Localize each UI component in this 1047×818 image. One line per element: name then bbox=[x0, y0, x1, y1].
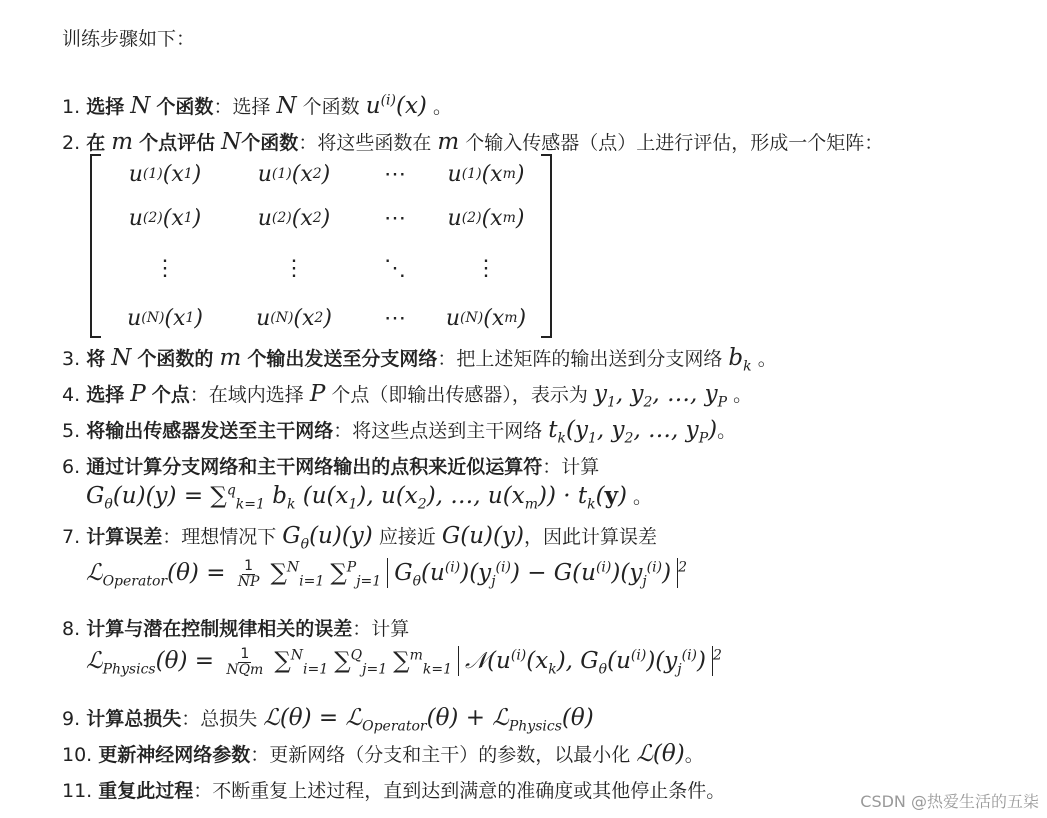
step-1: 1. 选择 N 个函数：选择 N 个函数 $u^{(i)}(x)$ 。 bbox=[62, 92, 452, 119]
watermark: CSDN @热爱生活的五柒 bbox=[860, 792, 1039, 811]
step-3: 3. 将 N 个函数的 m 个输出发送至分支网络：把上述矩阵的输出送到分支网络 $b_k$ 。 bbox=[62, 345, 777, 375]
step-6: 6. 通过计算分支网络和主干网络输出的点积来近似运算符：计算 bbox=[62, 456, 600, 478]
step-11: 11. 重复此过程：不断重复上述过程，直到达到满意的准确度或其他停止条件。 bbox=[62, 780, 726, 802]
step-5: 5. 将输出传感器发送至主干网络：将这些点送到主干网络 $t_k(y_1$, $y_2$, …, $y_P$)。 bbox=[62, 417, 737, 447]
step-2: 2. 在 m 个点评估 N个函数：将这些函数在 m 个输入传感器（点）上进行评估，形成一个矩阵： bbox=[62, 129, 884, 155]
step-7-formula: ℒ$_{Operator}$(θ) = $\frac{1}{NP}$ ∑$^N_{i=1}$ ∑$^P_{j=1}$ $G_\theta(u^{(i)})(y_j^{(i)}) - G(u^{(i)})(y_j^{(i)})$ $^2$ bbox=[86, 557, 687, 590]
step-6-formula: $G_\theta(u)(y) = \sum^q_{k=1}$ $b_k$ ($u(x_1)$, $u(x_2)$, …, $u(x_m)) \cdot t_k(y)$ 。 bbox=[86, 482, 652, 513]
evaluation-matrix: u (1) (x 1 ) u (1) (x 2 ) ⋯ u (1) (x m ) u (2) (x 1 ) u (2) (x 2 ) ⋯ u (2) (x m ) ⋮ ⋮ ⋱ ⋮ u (N) (x 1 ) u (N) (x 2 ) ⋯ u (N) (x m ) bbox=[90, 152, 552, 340]
step-9: 9. 计算总损失：总损失 ℒ(θ) = ℒ$_{Operator}$(θ) + ℒ$_{Physics}$(θ) bbox=[62, 705, 594, 735]
left-bracket bbox=[90, 154, 101, 338]
step-4: 4. 选择 P 个点：在域内选择 P 个点（即输出传感器），表示为 $y_1$, $y_2$, …, $y_P$ 。 bbox=[62, 381, 753, 411]
step-7: 7. 计算误差：理想情况下 $G_\theta(u)(y)$ 应接近 G(u)(y)，因此计算误差 bbox=[62, 523, 657, 553]
step-8-formula: ℒ$_{Physics}$(θ) = $\frac{1}{\text{NQm}}$ ∑$^N_{i=1}$ ∑$^Q_{j=1}$ ∑$^m_{k=1}$ $𝒩(u^{(i)}(x_k)$, $G_\theta(u^{(i)})(y_j^{(i)})$ $^2$ bbox=[86, 645, 722, 678]
step-8: 8. 计算与潜在控制规律相关的误差：计算 bbox=[62, 618, 410, 640]
step-10: 10. 更新神经网络参数：更新网络（分支和主干）的参数，以最小化 ℒ(θ)。 bbox=[62, 741, 704, 767]
page-heading: 训练步骤如下： bbox=[62, 28, 196, 50]
